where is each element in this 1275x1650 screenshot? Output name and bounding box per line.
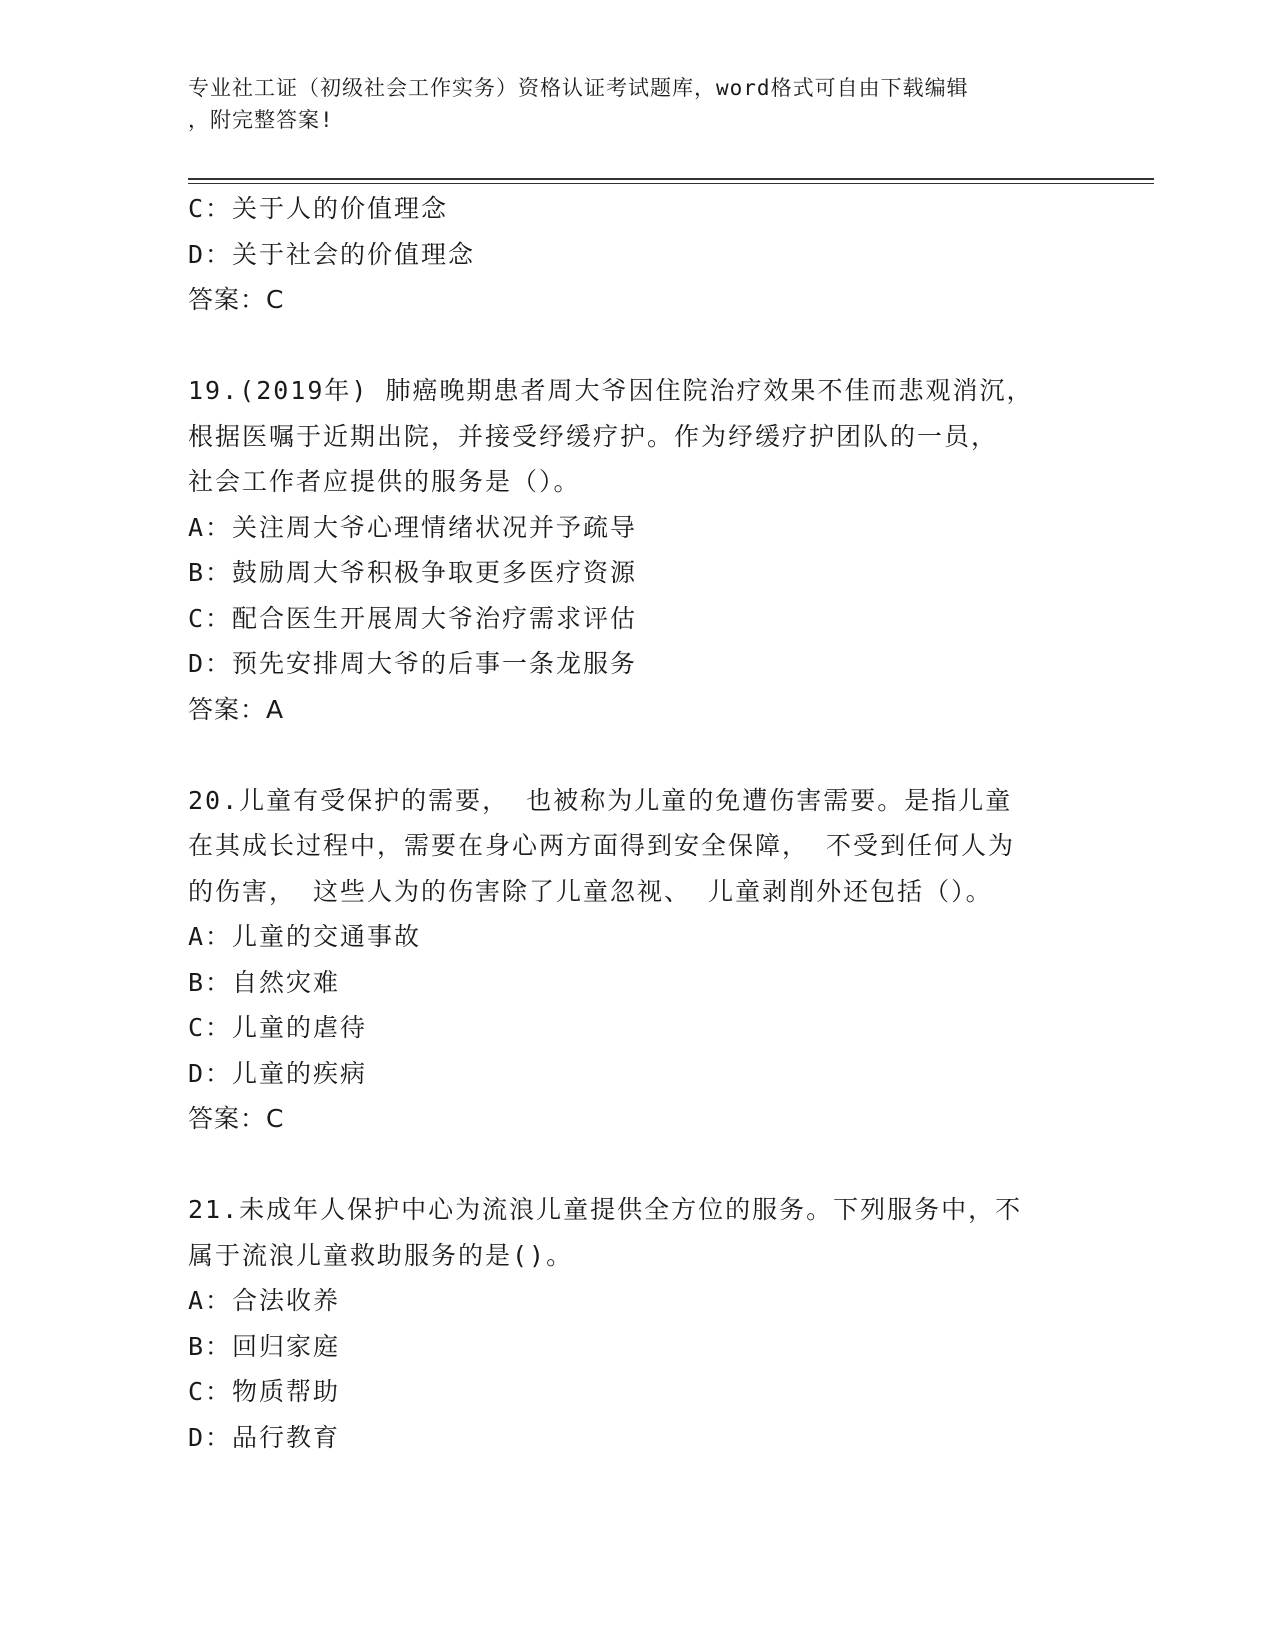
question-text-line: 根据医嘱于近期出院，并接受纾缓疗护。作为纾缓疗护团队的一员， xyxy=(188,421,999,451)
question-18 xyxy=(188,186,1088,323)
option-c: C：关于人的价值理念 xyxy=(188,194,449,223)
header-divider-thick xyxy=(188,178,1154,180)
question-text-line: 在其成长过程中，需要在身心两方面得到安全保障， 不受到任何人为 xyxy=(188,831,1016,860)
option-b: B：自然灾难 xyxy=(188,967,341,997)
option-a: A：合法收养 xyxy=(188,1286,341,1315)
question-text-line: 21.未成年人保护中心为流浪儿童提供全方位的服务。下列服务中，不 xyxy=(188,1195,1023,1224)
question-text-line: 19.(2019年) 肺癌晚期患者周大爷因住院治疗效果不佳而悲观消沉， xyxy=(188,376,1034,405)
question-20 xyxy=(188,778,1088,1142)
option-a: A：关注周大爷心理情绪状况并予疏导 xyxy=(188,512,638,542)
answer: 答案：A xyxy=(188,694,285,724)
option-c: C：配合医生开展周大爷治疗需求评估 xyxy=(188,603,638,633)
question-text-line: 20.儿童有受保护的需要， 也被称为儿童的免遭伤害需要。是指儿童 xyxy=(188,785,1013,815)
header-divider-thin xyxy=(188,183,1154,184)
option-b: B：鼓励周大爷积极争取更多医疗资源 xyxy=(188,558,638,587)
answer: 答案：C xyxy=(188,1104,285,1133)
answer: 答案：C xyxy=(188,285,285,314)
document-header xyxy=(188,72,1068,136)
question-21 xyxy=(188,1187,1088,1460)
option-d: D：品行教育 xyxy=(188,1422,341,1452)
question-list xyxy=(188,186,1088,1460)
header-line-1: 专业社工证（初级社会工作实务）资格认证考试题库，word格式可自由下载编辑 xyxy=(188,76,969,100)
option-c: C：儿童的虐待 xyxy=(188,1013,368,1042)
option-b: B：回归家庭 xyxy=(188,1331,341,1361)
question-text-line: 社会工作者应提供的服务是（）。 xyxy=(188,467,581,496)
option-a: A：儿童的交通事故 xyxy=(188,922,422,951)
question-text-line: 的伤害， 这些人为的伤害除了儿童忽视、 儿童剥削外还包括（）。 xyxy=(188,876,993,906)
header-line-2: ，附完整答案! xyxy=(188,108,334,132)
question-19 xyxy=(188,368,1088,732)
question-text-line: 属于流浪儿童救助服务的是()。 xyxy=(188,1240,574,1270)
option-d: D：儿童的疾病 xyxy=(188,1058,368,1088)
option-c: C：物质帮助 xyxy=(188,1377,341,1406)
option-d: D：关于社会的价值理念 xyxy=(188,239,476,269)
option-d: D：预先安排周大爷的后事一条龙服务 xyxy=(188,649,638,678)
